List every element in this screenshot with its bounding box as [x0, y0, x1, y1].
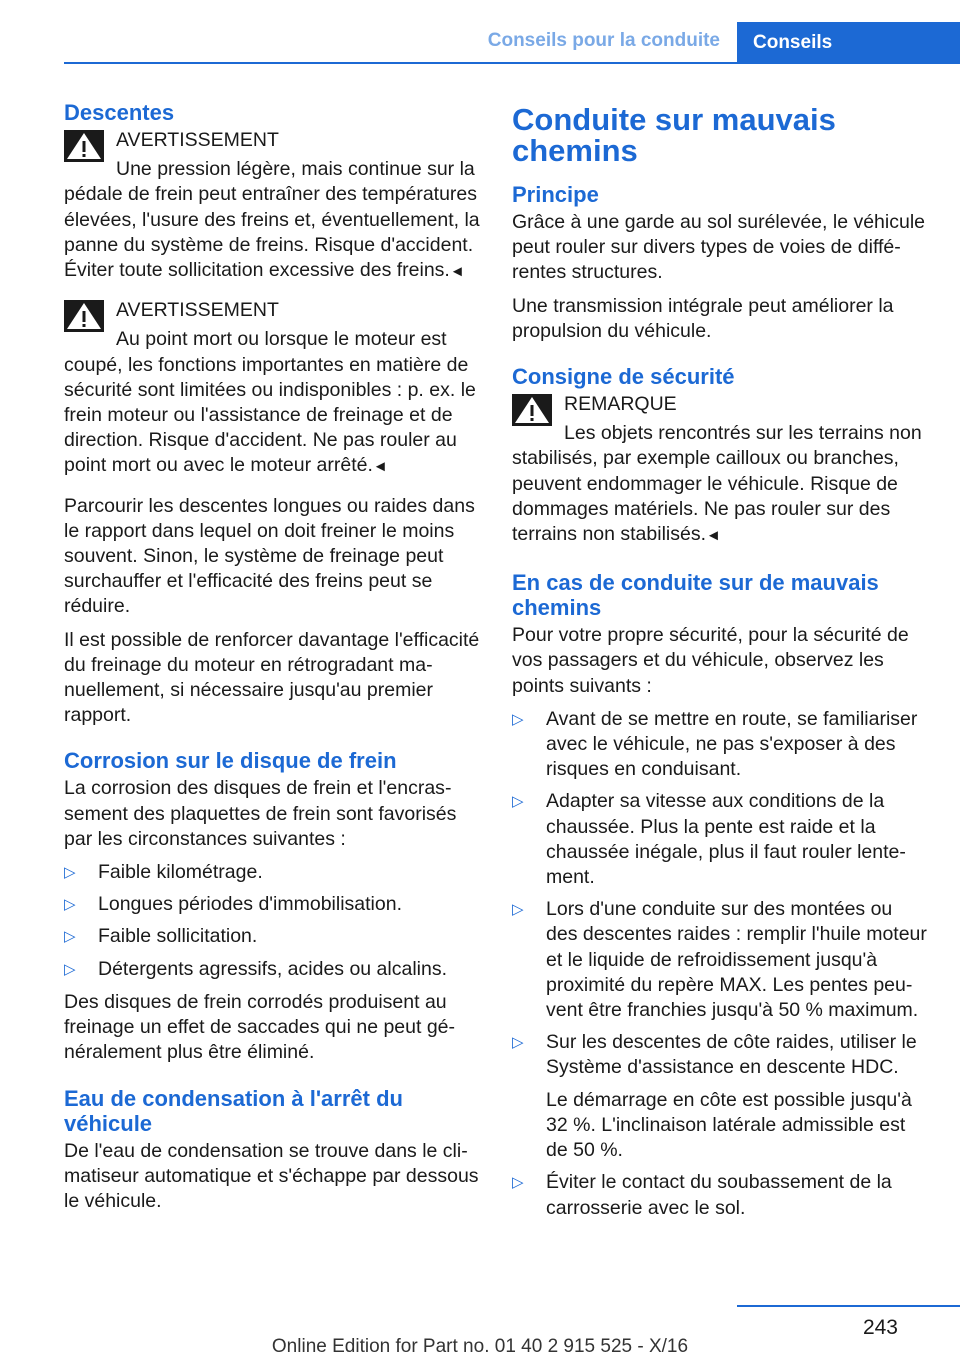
- paragraph: Une transmission intégrale peut améliorer la propulsion du véhicule.: [512, 294, 894, 342]
- remark-text: Les objets rencontrés sur les terrains non stabilisés, par exemple cailloux ou branches, peuvent endommager le véhicule. Risque de dommages matériels. Ne pas rouler sur des terrains non stabilisés.: [512, 422, 922, 546]
- list-item: [64, 957, 480, 982]
- bullet-triangle-icon: ▷: [64, 960, 76, 978]
- heading-descentes: Descentes: [64, 100, 175, 125]
- paragraph: Des disques de frein corrodés produisent au freinage un effet de saccades qui ne peut généralement plus être éliminé.: [64, 990, 456, 1064]
- edition-footer: Online Edition for Part no. 01 40 2 915 525 - X/16: [271, 1336, 689, 1357]
- paragraph: De l'eau de condensation se trouve dans le climatiseur automatique et s'échappe par dessous le véhicule.: [64, 1139, 479, 1212]
- list-item: [64, 892, 480, 917]
- warning-title: AVERTISSEMENT: [116, 299, 279, 322]
- list-item: [64, 860, 480, 885]
- list-item: [512, 789, 928, 890]
- bullet-triangle-icon: ▷: [512, 710, 524, 728]
- corrosion-list: [64, 860, 480, 982]
- list-item: [512, 707, 928, 783]
- list-item-text: Faible kilométrage.: [98, 861, 263, 884]
- warning-triangle-icon: [64, 300, 104, 332]
- end-marker: ◄: [372, 458, 388, 476]
- heading-consigne: Consigne de sécurité: [512, 364, 735, 390]
- list-item-text: Sur les descentes de côte raides, utiliser le Système d'assistance en descente HDC.: [546, 1031, 917, 1079]
- bullet-triangle-icon: ▷: [64, 896, 76, 914]
- bullet-triangle-icon: ▷: [64, 928, 76, 946]
- list-item: [512, 1170, 928, 1220]
- warning-triangle-icon: [512, 394, 552, 426]
- list-item-text: Longues périodes d'immobilisation.: [98, 893, 402, 916]
- bullet-triangle-icon: ▷: [512, 1174, 524, 1192]
- running-header-tab: Conseils: [737, 22, 960, 62]
- end-marker: ◄: [449, 263, 465, 281]
- list-item-text: Détergents agressifs, acides ou alcalins.: [98, 957, 448, 980]
- list-item-text: Adapter sa vitesse aux conditions de la chaussée. Plus la pente est raide et la chaussée inégale, plus il faut rouler lentement.: [546, 790, 906, 889]
- bullet-triangle-icon: ▷: [512, 901, 524, 919]
- paragraph: Parcourir les descentes longues ou raides dans le rapport dans lequel on doit freiner le moins souvent. Sinon, le système de freinage peut surchauffer et l'efficacité des freins peut se réduire.: [64, 494, 475, 618]
- heading-cas: En cas de conduite sur de mauvais chemins: [512, 570, 879, 621]
- warning-box-2: [64, 298, 480, 479]
- right-column: [512, 100, 928, 1229]
- paragraph: La corrosion des disques de frein et l'encrassement des plaquettes de frein sont favorisés par les circonstances suivantes :: [64, 777, 457, 850]
- warning-box-1: [64, 128, 480, 284]
- paragraph: Grâce à une garde au sol surélevée, le véhicule peut rouler sur divers types de voies de différentes structures.: [512, 211, 926, 284]
- cas-list: [512, 707, 928, 1221]
- list-item: [512, 1030, 928, 1163]
- page-number: 243: [862, 1316, 898, 1339]
- warning-triangle-icon: [64, 130, 104, 162]
- page-title: Conduite sur mauvais chemins: [512, 102, 836, 168]
- bullet-triangle-icon: ▷: [64, 864, 76, 882]
- left-column: [64, 100, 480, 1222]
- warning-text: Au point mort ou lorsque le moteur est coupé, les fonctions importantes en matière de sécurité sont limitées ou indisponibles : p. ex. le frein moteur ou l'assistance de freinage et de direction. Risque d'accident. Ne pas rouler au point mort ou avec le moteur arrêté.: [64, 328, 476, 477]
- list-item-text: Lors d'une conduite sur des montées ou des descentes raides : remplir l'huile moteur et le liquide de refroidissement jusqu'à proximité du repère MAX. Les pentes peuvent être franchies jusqu'à 50 % maximum.: [546, 898, 927, 1022]
- header-rule: [64, 62, 960, 64]
- paragraph: Il est possible de renforcer davantage l'efficacité du freinage du moteur en rétrogradant manuellement, si nécessaire jusqu'au premier rapport.: [64, 628, 480, 727]
- list-item-text: Faible sollicitation.: [98, 925, 258, 948]
- remark-box: [512, 392, 928, 548]
- bullet-triangle-icon: ▷: [512, 1034, 524, 1052]
- heading-corrosion: Corrosion sur le disque de frein: [64, 748, 397, 774]
- list-item-subtext: Le démarrage en côte est possible jusqu'à 32 %. L'inclinaison latérale admissible est de 50 %.: [546, 1088, 912, 1162]
- warning-title: AVERTISSEMENT: [116, 129, 279, 151]
- heading-eau: Eau de condensation à l'arrêt du véhicule: [64, 1085, 403, 1136]
- running-header-section: Conseils pour la conduite: [487, 30, 720, 51]
- list-item-text: Avant de se mettre en route, se familiariser avec le véhicule, ne pas s'exposer à des risques en conduisant.: [546, 707, 918, 781]
- end-marker: ◄: [706, 527, 721, 545]
- footer-rule: [737, 1305, 960, 1307]
- remark-title: REMARQUE: [564, 393, 677, 416]
- list-item-text: Éviter le contact du soubassement de la carrosserie avec le sol.: [546, 1171, 892, 1219]
- warning-text: Une pression légère, mais continue sur la pédale de frein peut entraîner des températures élevées, l'usure des freins et, éventuellement, la panne du système de freins. Risque d'accident. Éviter toute sollicitation excessive des freins.: [64, 158, 480, 282]
- list-item: [512, 897, 928, 1023]
- paragraph: Pour votre propre sécurité, pour la sécurité de vos passagers et du véhicule, observez les points suivants :: [512, 624, 909, 697]
- heading-principe: Principe: [512, 182, 599, 207]
- bullet-triangle-icon: ▷: [512, 793, 524, 811]
- list-item: [64, 924, 480, 949]
